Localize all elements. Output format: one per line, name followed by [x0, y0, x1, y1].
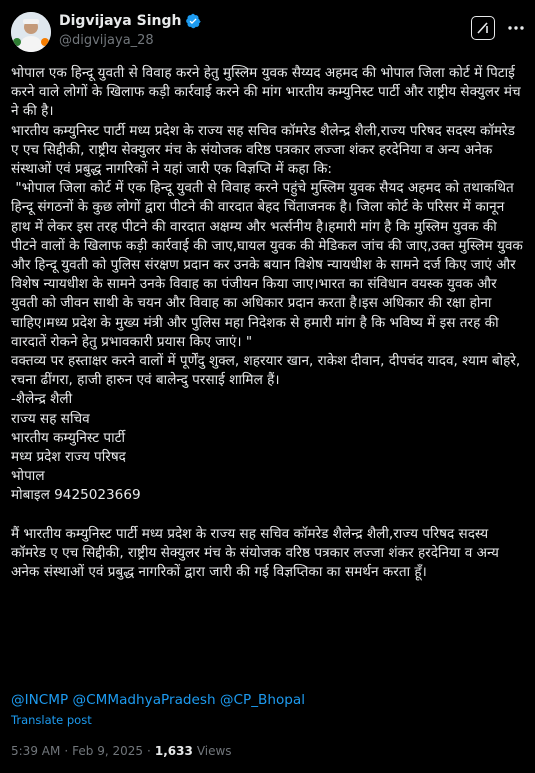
tweet-text [11, 64, 528, 582]
tweet-meta [11, 744, 232, 758]
name-row [59, 13, 201, 29]
tweet-paragraph-intro: भोपाल एक हिन्दू युवती से विवाह करने हेतु मुस्लिम युवक सैय्यद अहमद की भोपाल जिला कोर्ट में पिटाई करने वाले लोगों के खिलाफ कड़ी कार्रवाई करने की मांग भारतीय कम्युनिस्ट पार्टी और राष्ट्रीय सेक्युलर मंच ने की है। [11, 65, 525, 120]
avatar-image [11, 12, 51, 52]
signature-line: मध्य प्रदेश राज्य परिषद [11, 449, 126, 466]
grok-icon [476, 21, 490, 35]
post-date[interactable]: Feb 9, 2025 [72, 744, 144, 758]
tweet-signatories: वक्तव्य पर हस्ताक्षर करने वालों में पूर्णेंदु शुक्ल, शहरयार खान, राकेश दीवान, दीपचंद यादव, श्याम बोहरे, रचना ढींगरा, हाजी हारुन एवं बालेन्दु परसाई शामिल हैं। [11, 353, 525, 389]
tweet-endorsement: मैं भारतीय कम्युनिस्ट पार्टी मध्य प्रदेश के राज्य सह सचिव कॉमरेड शैलेन्द्र शैली,राज्य परिषद सदस्य कॉमरेड ए एच सिद्दीकी, राष्ट्रीय सेक्युलर मंच के संयोजक वरिष्ठ पत्रकार लज्जा शंकर हरदेनिया व अन्य अनेक संस्थाओं एवं प्रबुद्ध नागरिकों द्वारा जारी की गई विज्ञप्तिका का समर्थन करता हूँ। [11, 525, 504, 581]
meta-separator: · [64, 744, 69, 758]
signature-line: भारतीय कम्युनिस्ट पार्टी [11, 429, 125, 446]
signature-line: -शैलेन्द्र शैली [11, 391, 73, 408]
post-time[interactable]: 5:39 AM [11, 744, 61, 758]
avatar[interactable] [11, 12, 51, 52]
signature-line: राज्य सह सचिव [11, 410, 90, 427]
more-options-icon[interactable] [506, 20, 526, 36]
meta-separator: · [147, 744, 151, 758]
mention-link[interactable]: @CP_Bhopal [219, 692, 305, 708]
tweet-quote: "भोपाल जिला कोर्ट में एक हिन्दू युवती से विवाह करने पहुंचे मुस्लिम युवक सैयद अहमद को तथाकथित हिन्दू संगठनों के कुछ लोगों द्वारा पीटने की वारदात बेहद चिंताजनक है। जिला कोर्ट के परिसर में कानून हाथ में लेकर इस तरह पीटने की वारदात अक्षम्य और भर्त्सनीय है।हमारी मांग है कि मुस्लिम युवक की पीटने वालों के खिलाफ कड़ी कार्रवाई की जाए,घायल युवक की मेडिकल जांच की जाए,उक्त मुस्लिम युवक और हिन्दू युवती को पुलिस संरक्षण प्रदान कर उनके बयान विशेष न्यायधीश के सामने दर्ज किए जाएं और विशेष न्यायधीश के सामने उनके विवाह का पंजीयन किया जाए।भारत का संविधान वयस्क युवक और युवती को जीवन साथी के चयन और विवाह का अधिकार प्रदान करता है।इस अधिकार की रक्षा होना चाहिए।मध्य प्रदेश के मुख्य मंत्री और पुलिस महा निदेशक से हमारी मांग है कि भविष्य में इस तरह की वारदातें रोकने हेतु प्रभावकारी प्रयास किए जाएं। " [11, 180, 528, 350]
mention-link[interactable]: @INCMP [11, 692, 69, 708]
display-name[interactable]: Digvijaya Singh [59, 13, 182, 29]
signature-line: मोबाइल 9425023669 [11, 487, 141, 504]
signature-line: भोपाल [11, 468, 45, 485]
views-count: 1,633 [154, 744, 193, 758]
mention-link[interactable]: @CMMadhyaPradesh [72, 692, 216, 708]
tweet-header [0, 0, 535, 62]
translate-post-link[interactable]: Translate post [11, 713, 92, 727]
user-handle[interactable]: @digvijaya_28 [59, 33, 154, 48]
mentions-row [11, 691, 305, 710]
views-label: Views [196, 744, 232, 758]
tweet-paragraph-press-release: भारतीय कम्युनिस्ट पार्टी मध्य प्रदेश के राज्य सह सचिव कॉमरेड शैलेन्द्र शैली,राज्य परिषद सदस्य कॉमरेड ए एच सिद्दीकी, राष्ट्रीय सेक्युलर मंच के संयोजक वरिष्ठ पत्रकार लज्जा शंकर हरदेनिया व अन्य अनेक संस्थाओं एवं प्रबुद्ध नागरिकों ने यहां जारी एक विज्ञप्ति में कहा कि: [11, 122, 520, 178]
grok-button[interactable] [471, 16, 495, 40]
verified-badge-icon [185, 13, 201, 29]
